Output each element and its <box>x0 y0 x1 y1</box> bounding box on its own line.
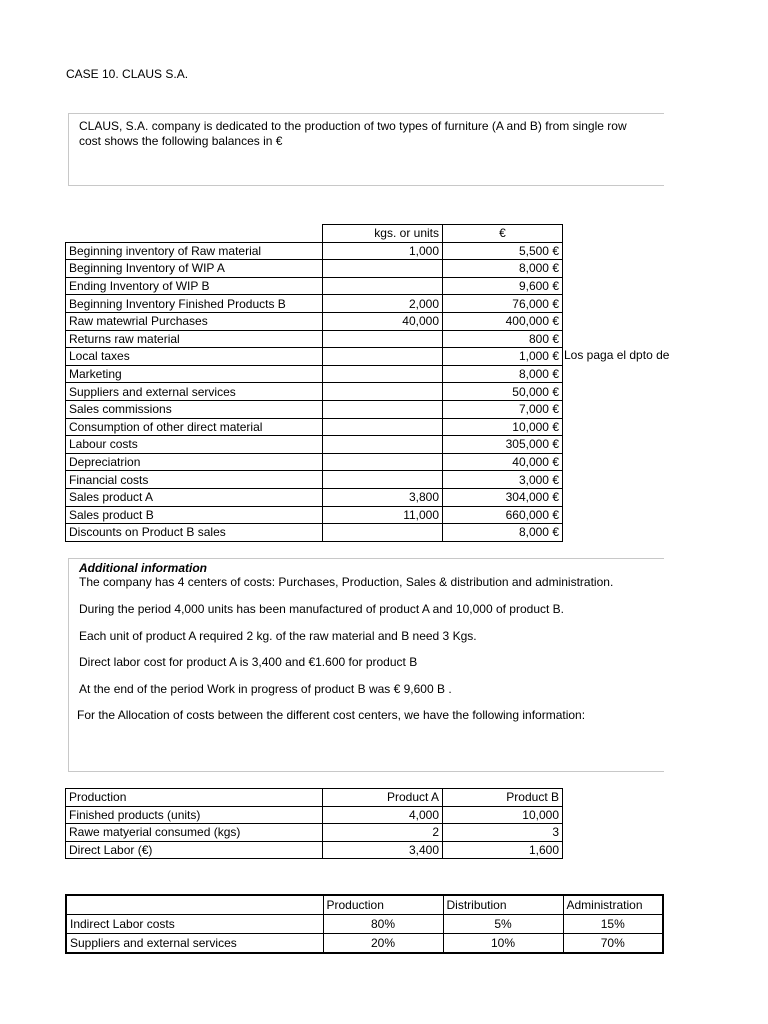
value-cell: 76,000 € <box>443 295 563 313</box>
value-cell: 2,000 <box>323 295 443 313</box>
row-label: Returns raw material <box>66 330 323 348</box>
row-label: Finished products (units) <box>66 806 323 824</box>
table-row <box>66 242 563 260</box>
info-line: At the end of the period Work in progress of product B was € 9,600 B . <box>79 682 452 696</box>
value-cell <box>323 348 443 366</box>
table-row <box>66 806 563 824</box>
balances-table <box>65 224 563 542</box>
value-cell: 800 € <box>443 330 563 348</box>
value-cell: 304,000 € <box>443 488 563 506</box>
table-row <box>66 277 563 295</box>
value-cell: 4,000 <box>323 806 443 824</box>
table-row <box>66 260 563 278</box>
value-cell: 3,400 <box>323 841 443 859</box>
row-label: Beginning Inventory Finished Products B <box>66 295 323 313</box>
intro-line-1: CLAUS, S.A. company is dedicated to the production of two types of furniture (A and B) from single row <box>79 119 627 133</box>
additional-heading: Additional information <box>79 561 207 575</box>
row-label: Indirect Labor costs <box>66 915 323 934</box>
table-row <box>66 453 563 471</box>
page-title: CASE 10. CLAUS S.A. <box>66 67 189 81</box>
row-label: Beginning Inventory of WIP A <box>66 260 323 278</box>
value-cell: 3,800 <box>323 488 443 506</box>
row-label: Suppliers and external services <box>66 934 323 954</box>
value-cell: 1,000 € <box>443 348 563 366</box>
value-cell <box>323 260 443 278</box>
value-cell <box>323 436 443 454</box>
value-cell: 8,000 € <box>443 260 563 278</box>
value-cell: 40,000 <box>323 312 443 330</box>
header-cell: kgs. or units <box>323 225 443 243</box>
table-row <box>66 330 563 348</box>
row-label: Labour costs <box>66 436 323 454</box>
table-row <box>66 365 563 383</box>
production-table <box>65 788 563 859</box>
header-cell: Distribution <box>443 895 563 915</box>
table-row <box>66 295 563 313</box>
header-cell: Product B <box>443 789 563 807</box>
value-cell <box>323 330 443 348</box>
production-header-row <box>66 789 563 807</box>
row-label: Sales commissions <box>66 400 323 418</box>
value-cell: 5,500 € <box>443 242 563 260</box>
value-cell: 1,000 <box>323 242 443 260</box>
header-cell: Production <box>66 789 323 807</box>
table-row <box>66 488 563 506</box>
value-cell: 50,000 € <box>443 383 563 401</box>
value-cell <box>323 453 443 471</box>
value-cell <box>323 418 443 436</box>
row-label: Raw matewrial Purchases <box>66 312 323 330</box>
info-line: The company has 4 centers of costs: Purchases, Production, Sales & distribution and administration. <box>79 575 614 589</box>
value-cell: 8,000 € <box>443 365 563 383</box>
table-row <box>66 471 563 489</box>
table-row <box>66 312 563 330</box>
value-cell: 400,000 € <box>443 312 563 330</box>
row-label: Marketing <box>66 365 323 383</box>
row-label: Financial costs <box>66 471 323 489</box>
value-cell: 3,000 € <box>443 471 563 489</box>
value-cell <box>323 277 443 295</box>
value-cell: 3 <box>443 824 563 842</box>
row-label: Sales product B <box>66 506 323 524</box>
intro-line-2: cost shows the following balances in € <box>79 134 283 148</box>
intro-box <box>68 113 664 186</box>
value-cell <box>323 365 443 383</box>
table-row <box>66 824 563 842</box>
row-label: Direct Labor (€) <box>66 841 323 859</box>
header-cell <box>66 895 323 915</box>
value-cell: 2 <box>323 824 443 842</box>
header-cell: Product A <box>323 789 443 807</box>
table-row <box>66 348 563 366</box>
value-cell: 8,000 € <box>443 524 563 542</box>
allocation-header-row <box>66 895 663 915</box>
value-cell <box>323 383 443 401</box>
row-label: Rawe matyerial consumed (kgs) <box>66 824 323 842</box>
value-cell <box>323 524 443 542</box>
value-cell <box>323 400 443 418</box>
value-cell: 10,000 <box>443 806 563 824</box>
info-line: Each unit of product A required 2 kg. of the raw material and B need 3 Kgs. <box>79 629 477 643</box>
header-cell: Production <box>323 895 443 915</box>
info-line: Direct labor cost for product A is 3,400 and €1.600 for product B <box>79 655 418 669</box>
row-label: Beginning inventory of Raw material <box>66 242 323 260</box>
value-cell: 11,000 <box>323 506 443 524</box>
value-cell <box>323 471 443 489</box>
value-cell: 70% <box>563 934 663 954</box>
value-cell: 1,600 <box>443 841 563 859</box>
info-line: During the period 4,000 units has been manufactured of product A and 10,000 of product B. <box>79 602 565 616</box>
value-cell: 80% <box>323 915 443 934</box>
value-cell: 9,600 € <box>443 277 563 295</box>
row-label: Consumption of other direct material <box>66 418 323 436</box>
table-row <box>66 934 663 954</box>
table-row <box>66 418 563 436</box>
row-label: Depreciatrion <box>66 453 323 471</box>
value-cell: 15% <box>563 915 663 934</box>
info-line: For the Allocation of costs between the different cost centers, we have the following information: <box>77 708 586 722</box>
value-cell: 660,000 € <box>443 506 563 524</box>
table-row <box>66 436 563 454</box>
value-cell: 5% <box>443 915 563 934</box>
value-cell: 305,000 € <box>443 436 563 454</box>
value-cell: 40,000 € <box>443 453 563 471</box>
allocation-table <box>65 894 664 954</box>
row-label: Ending Inventory of WIP B <box>66 277 323 295</box>
header-cell: € <box>443 225 563 243</box>
value-cell: 20% <box>323 934 443 954</box>
row-label: Local taxes <box>66 348 323 366</box>
header-cell: Administration <box>563 895 663 915</box>
side-note: Los paga el dpto de <box>564 348 670 362</box>
table-row <box>66 841 563 859</box>
table-row <box>66 915 663 934</box>
row-label: Sales product A <box>66 488 323 506</box>
row-label: Discounts on Product B sales <box>66 524 323 542</box>
header-cell <box>66 225 323 243</box>
table-row <box>66 506 563 524</box>
value-cell: 7,000 € <box>443 400 563 418</box>
additional-info-box <box>68 558 664 772</box>
table-row <box>66 400 563 418</box>
balances-header-row <box>66 225 563 243</box>
table-row <box>66 383 563 401</box>
table-row <box>66 524 563 542</box>
value-cell: 10,000 € <box>443 418 563 436</box>
row-label: Suppliers and external services <box>66 383 323 401</box>
value-cell: 10% <box>443 934 563 954</box>
